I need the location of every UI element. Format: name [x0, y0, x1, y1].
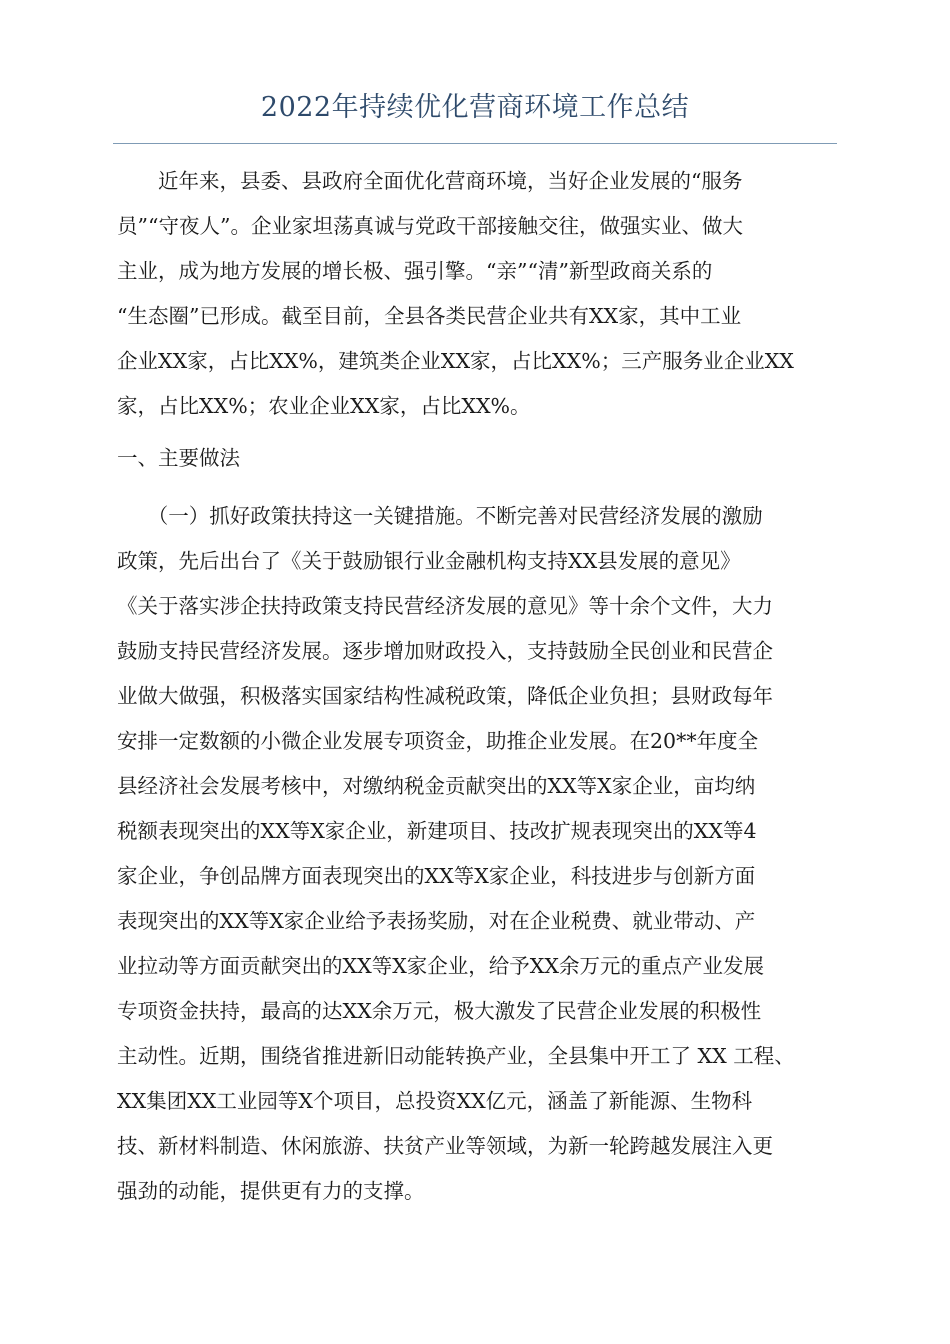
- policy-support-paragraph: [117, 494, 837, 1214]
- paragraph-line: 家，占比XX%；农业企业XX家，占比XX%。: [117, 394, 531, 418]
- paragraph-line: 县经济社会发展考核中，对缴纳税金贡献突出的XX等X家企业，亩均纳: [117, 774, 756, 798]
- paragraph-line: 近年来，县委、县政府全面优化营商环境，当好企业发展的“服务: [117, 169, 743, 193]
- paragraph-line: 业拉动等方面贡献突出的XX等X家企业，给予XX余万元的重点产业发展: [117, 954, 764, 978]
- paragraph-line: 主动性。近期，围绕省推进新旧动能转换产业，全县集中开工了 XX 工程、: [117, 1044, 795, 1068]
- paragraph-line: 主业，成为地方发展的增长极、强引擎。“亲”“清”新型政商关系的: [117, 259, 713, 283]
- document-title: 2022年持续优化营商环境工作总结: [260, 92, 690, 123]
- section-heading: [117, 436, 837, 481]
- paragraph-line: “生态圈”已形成。截至目前，全县各类民营企业共有XX家，其中工业: [117, 304, 742, 328]
- paragraph-line: 鼓励支持民营经济发展。逐步增加财政投入，支持鼓励全民创业和民营企: [117, 639, 773, 663]
- paragraph-line: 业做大做强，积极落实国家结构性减税政策，降低企业负担；县财政每年: [117, 684, 773, 708]
- section-heading-text: 一、主要做法: [117, 446, 240, 470]
- paragraph-line: 表现突出的XX等X家企业给予表扬奖励，对在企业税费、就业带动、产: [117, 909, 756, 933]
- intro-paragraph: [117, 159, 837, 429]
- paragraph-line: 《关于落实涉企扶持政策支持民营经济发展的意见》等十余个文件，大力: [117, 594, 773, 618]
- paragraph-line: XX集团XX工业园等X个项目，总投资XX亿元，涵盖了新能源、生物科: [117, 1089, 753, 1113]
- paragraph-line: 企业XX家，占比XX%，建筑类企业XX家，占比XX%；三产服务业企业XX: [117, 349, 794, 373]
- paragraph-line: 员”“守夜人”。企业家坦荡真诚与党政干部接触交往，做强实业、做大: [117, 214, 743, 238]
- paragraph-line: 专项资金扶持，最高的达XX余万元，极大激发了民营企业发展的积极性: [117, 999, 762, 1023]
- title-divider: [113, 143, 837, 144]
- paragraph-line: 家企业，争创品牌方面表现突出的XX等X家企业，科技进步与创新方面: [117, 864, 756, 888]
- paragraph-line: 安排一定数额的小微企业发展专项资金，助推企业发展。在20**年度全: [117, 729, 759, 753]
- paragraph-line: 技、新材料制造、休闲旅游、扶贫产业等领域，为新一轮跨越发展注入更: [117, 1134, 773, 1158]
- paragraph-line: 税额表现突出的XX等X家企业，新建项目、技改扩规表现突出的XX等4: [117, 819, 757, 843]
- paragraph-line: 政策，先后出台了《关于鼓励银行业金融机构支持XX县发展的意见》: [117, 549, 741, 573]
- paragraph-line: （一）抓好政策扶持这一关键措施。不断完善对民营经济发展的激励: [117, 504, 763, 528]
- paragraph-line: 强劲的动能，提供更有力的支撑。: [117, 1179, 425, 1203]
